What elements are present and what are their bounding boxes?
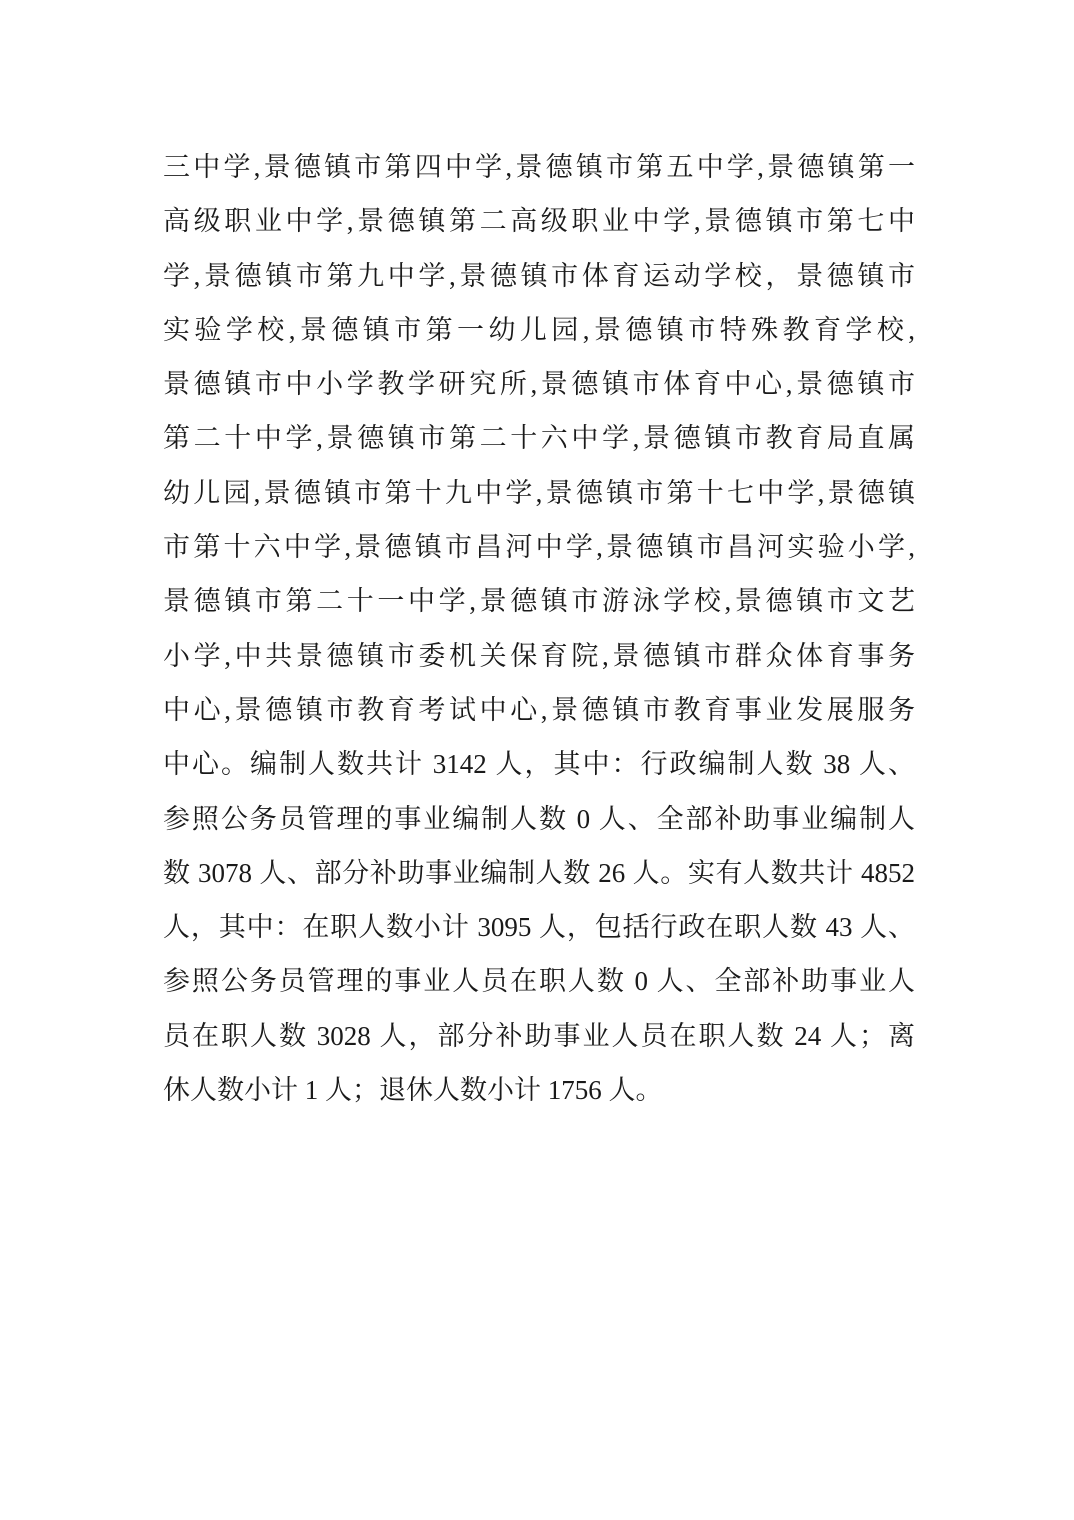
text-line: 中心。编制人数共计 3142 人，其中：行政编制人数 38 人、	[163, 749, 915, 780]
text-line: 参照公务员管理的事业编制人数 0 人、全部补助事业编制人	[163, 803, 915, 834]
text-line: 休人数小计 1 人；退休人数小计 1756 人。	[163, 1075, 663, 1106]
text-line: 景德镇市中小学教学研究所,景德镇市体育中心,景德镇市	[163, 369, 915, 400]
body-text-paragraph	[163, 140, 915, 1117]
text-line: 高级职业中学,景德镇第二高级职业中学,景德镇市第七中	[163, 206, 915, 237]
text-line: 数 3078 人、部分补助事业编制人数 26 人。实有人数共计 4852	[163, 857, 915, 888]
text-line: 幼儿园,景德镇市第十九中学,景德镇市第十七中学,景德镇	[163, 477, 915, 508]
text-line: 参照公务员管理的事业人员在职人数 0 人、全部补助事业人	[163, 966, 915, 997]
text-line: 第二十中学,景德镇市第二十六中学,景德镇市教育局直属	[163, 423, 915, 454]
text-line: 景德镇市第二十一中学,景德镇市游泳学校,景德镇市文艺	[163, 586, 915, 617]
text-line: 学,景德镇市第九中学,景德镇市体育运动学校，景德镇市	[163, 260, 915, 291]
text-line: 市第十六中学,景德镇市昌河中学,景德镇市昌河实验小学,	[163, 532, 915, 563]
text-line: 三中学,景德镇市第四中学,景德镇市第五中学,景德镇第一	[163, 152, 915, 182]
text-line: 实验学校,景德镇市第一幼儿园,景德镇市特殊教育学校,	[163, 314, 915, 345]
text-line: 人，其中：在职人数小计 3095 人，包括行政在职人数 43 人、	[163, 912, 915, 943]
text-line: 员在职人数 3028 人，部分补助事业人员在职人数 24 人；离	[163, 1020, 915, 1051]
text-line: 小学,中共景德镇市委机关保育院,景德镇市群众体育事务	[163, 640, 915, 671]
text-line: 中心,景德镇市教育考试中心,景德镇市教育事业发展服务	[163, 694, 915, 725]
